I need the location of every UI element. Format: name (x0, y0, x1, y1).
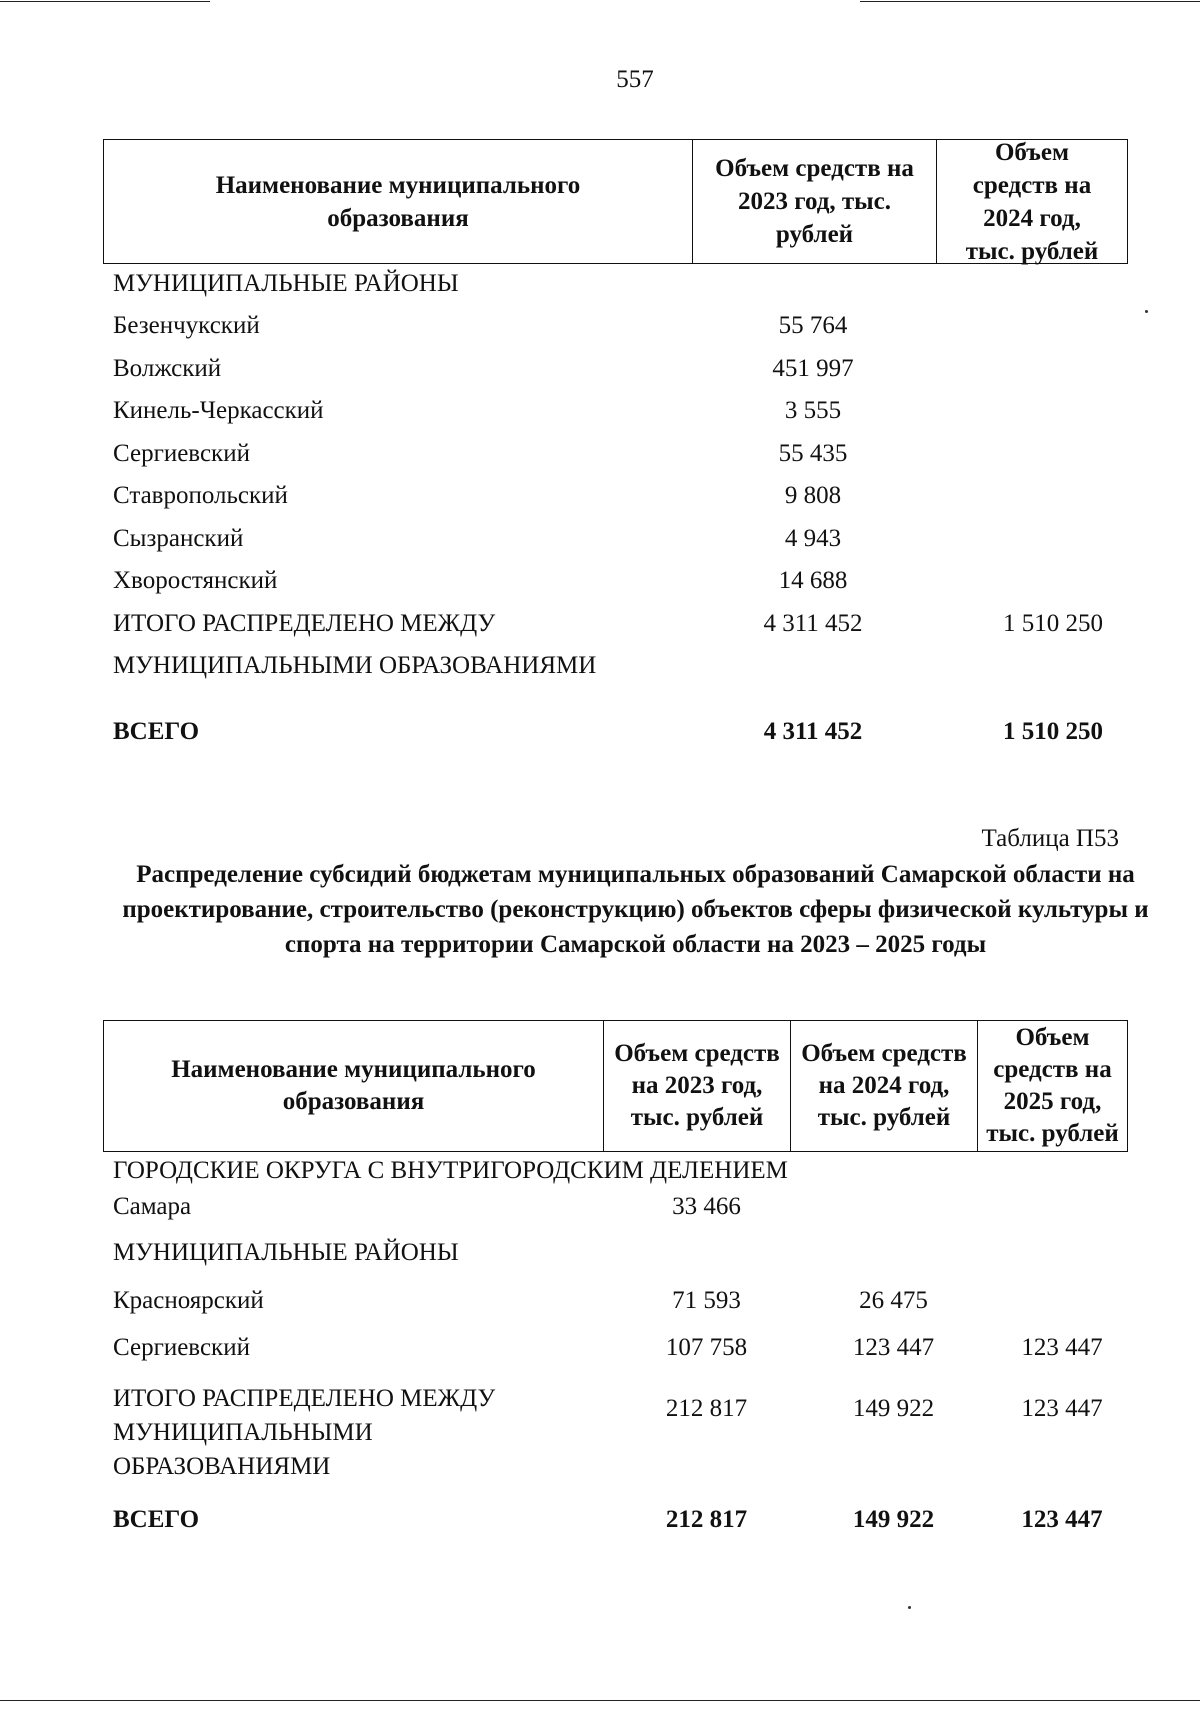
table-row (113, 1331, 1133, 1365)
distributed-value-2024: 1 510 250 (1003, 610, 1103, 637)
scan-speck (908, 1606, 911, 1609)
distributed-value-2023: 4 311 452 (763, 610, 863, 637)
distributed-value-2025: 123 447 (1021, 1395, 1103, 1422)
row-value-2023: 9 808 (784, 482, 842, 509)
distributed-label-line1: ИТОГО РАСПРЕДЕЛЕНО МЕЖДУ (113, 610, 496, 637)
table1-section-label: МУНИЦИПАЛЬНЫЕ РАЙОНЫ (113, 270, 459, 297)
row-name: Сергиевский (113, 440, 250, 467)
table-row (113, 1284, 1133, 1318)
total-value-2023: 4 311 452 (763, 718, 863, 745)
table-row (113, 309, 1133, 343)
row-value-2023: 107 758 (665, 1334, 748, 1361)
row-value-2023: 3 555 (784, 397, 842, 424)
row-name: Сызранский (113, 525, 244, 552)
table1-distributed-row (113, 607, 1133, 641)
row-value-2025: 123 447 (1021, 1334, 1103, 1361)
table1-total-row (113, 715, 1133, 749)
table-row (113, 437, 1133, 471)
table2-header (103, 1020, 1128, 1152)
table2-caption: Распределение субсидий бюджетам муниципальных образований Самарской области на проектирование, строительство (реконструкцию) объектов сферы физической культуры и спорта на территории Самарской области на 2023 – 2025 годы (122, 861, 1149, 958)
table-number-label: Таблица П53 (981, 825, 1119, 852)
page-number: 557 (616, 66, 654, 93)
row-name: Красноярский (113, 1287, 264, 1314)
row-name: Кинель-Черкасский (113, 397, 324, 424)
table1-header-2024: Объем средств на 2024 год, тыс. рублей (965, 138, 1099, 265)
scan-edge-line-bottom (0, 1700, 1200, 1701)
table1-header (103, 139, 1128, 264)
row-value-2023: 33 466 (672, 1193, 741, 1220)
table2-header-2023: Объем средств на 2023 год, тыс. рублей (604, 1021, 791, 1151)
row-value-2023: 55 764 (778, 312, 848, 339)
total-value-2023: 212 817 (665, 1506, 748, 1533)
row-value-2023: 71 593 (672, 1287, 741, 1314)
row-value-2023: 55 435 (778, 440, 848, 467)
table2-header-2025: Объем средств на 2025 год, тыс. рублей (986, 1024, 1119, 1147)
table-row (113, 522, 1133, 556)
row-value-2024: 26 475 (859, 1287, 928, 1314)
distributed-value-2024: 149 922 (852, 1395, 935, 1422)
table2-section2-label: МУНИЦИПАЛЬНЫЕ РАЙОНЫ (113, 1239, 459, 1266)
table2-total-row (113, 1503, 1133, 1537)
table2-distributed-row (113, 1382, 1133, 1480)
table1-header-name: Наименование муниципального образования (104, 140, 693, 263)
distributed-label-line2: МУНИЦИПАЛЬНЫМИ ОБРАЗОВАНИЯМИ (113, 652, 597, 679)
table-row (113, 394, 1133, 428)
total-value-2024: 149 922 (852, 1506, 935, 1533)
table2-section1-label: ГОРОДСКИЕ ОКРУГА С ВНУТРИГОРОДСКИМ ДЕЛЕНИЕМ (113, 1157, 788, 1184)
scan-edge-line-top (0, 1, 210, 2)
row-name: Ставропольский (113, 482, 288, 509)
scan-speck (1145, 310, 1148, 313)
total-label: ВСЕГО (113, 1506, 200, 1533)
total-value-2025: 123 447 (1021, 1506, 1103, 1533)
table-row (113, 352, 1133, 386)
table2-header-name: Наименование муниципального образования (104, 1021, 604, 1151)
table1-distributed-row-cont (113, 649, 1133, 683)
scan-edge-line-top-right (860, 1, 1200, 2)
table-row (113, 1190, 1133, 1224)
row-name: Безенчукский (113, 312, 260, 339)
table-row (113, 479, 1133, 513)
total-label: ВСЕГО (113, 718, 200, 745)
table2-header-2024: Объем средств на 2024 год, тыс. рублей (791, 1021, 978, 1151)
row-value-2023: 4 943 (784, 525, 842, 552)
row-value-2024: 123 447 (852, 1334, 935, 1361)
row-name: Волжский (113, 355, 222, 382)
row-value-2023: 451 997 (772, 355, 854, 382)
total-value-2024: 1 510 250 (1003, 718, 1103, 745)
table1-header-2023: Объем средств на 2023 год, тыс. рублей (693, 140, 937, 263)
table-row (113, 564, 1133, 598)
distributed-value-2023: 212 817 (665, 1395, 748, 1422)
row-name: Сергиевский (113, 1334, 250, 1361)
distributed-label: ИТОГО РАСПРЕДЕЛЕНО МЕЖДУ МУНИЦИПАЛЬНЫМИ ОБРАЗОВАНИЯМИ (113, 1385, 496, 1480)
row-name: Хворостянский (113, 567, 278, 594)
row-value-2023: 14 688 (778, 567, 848, 594)
row-name: Самара (113, 1193, 192, 1220)
